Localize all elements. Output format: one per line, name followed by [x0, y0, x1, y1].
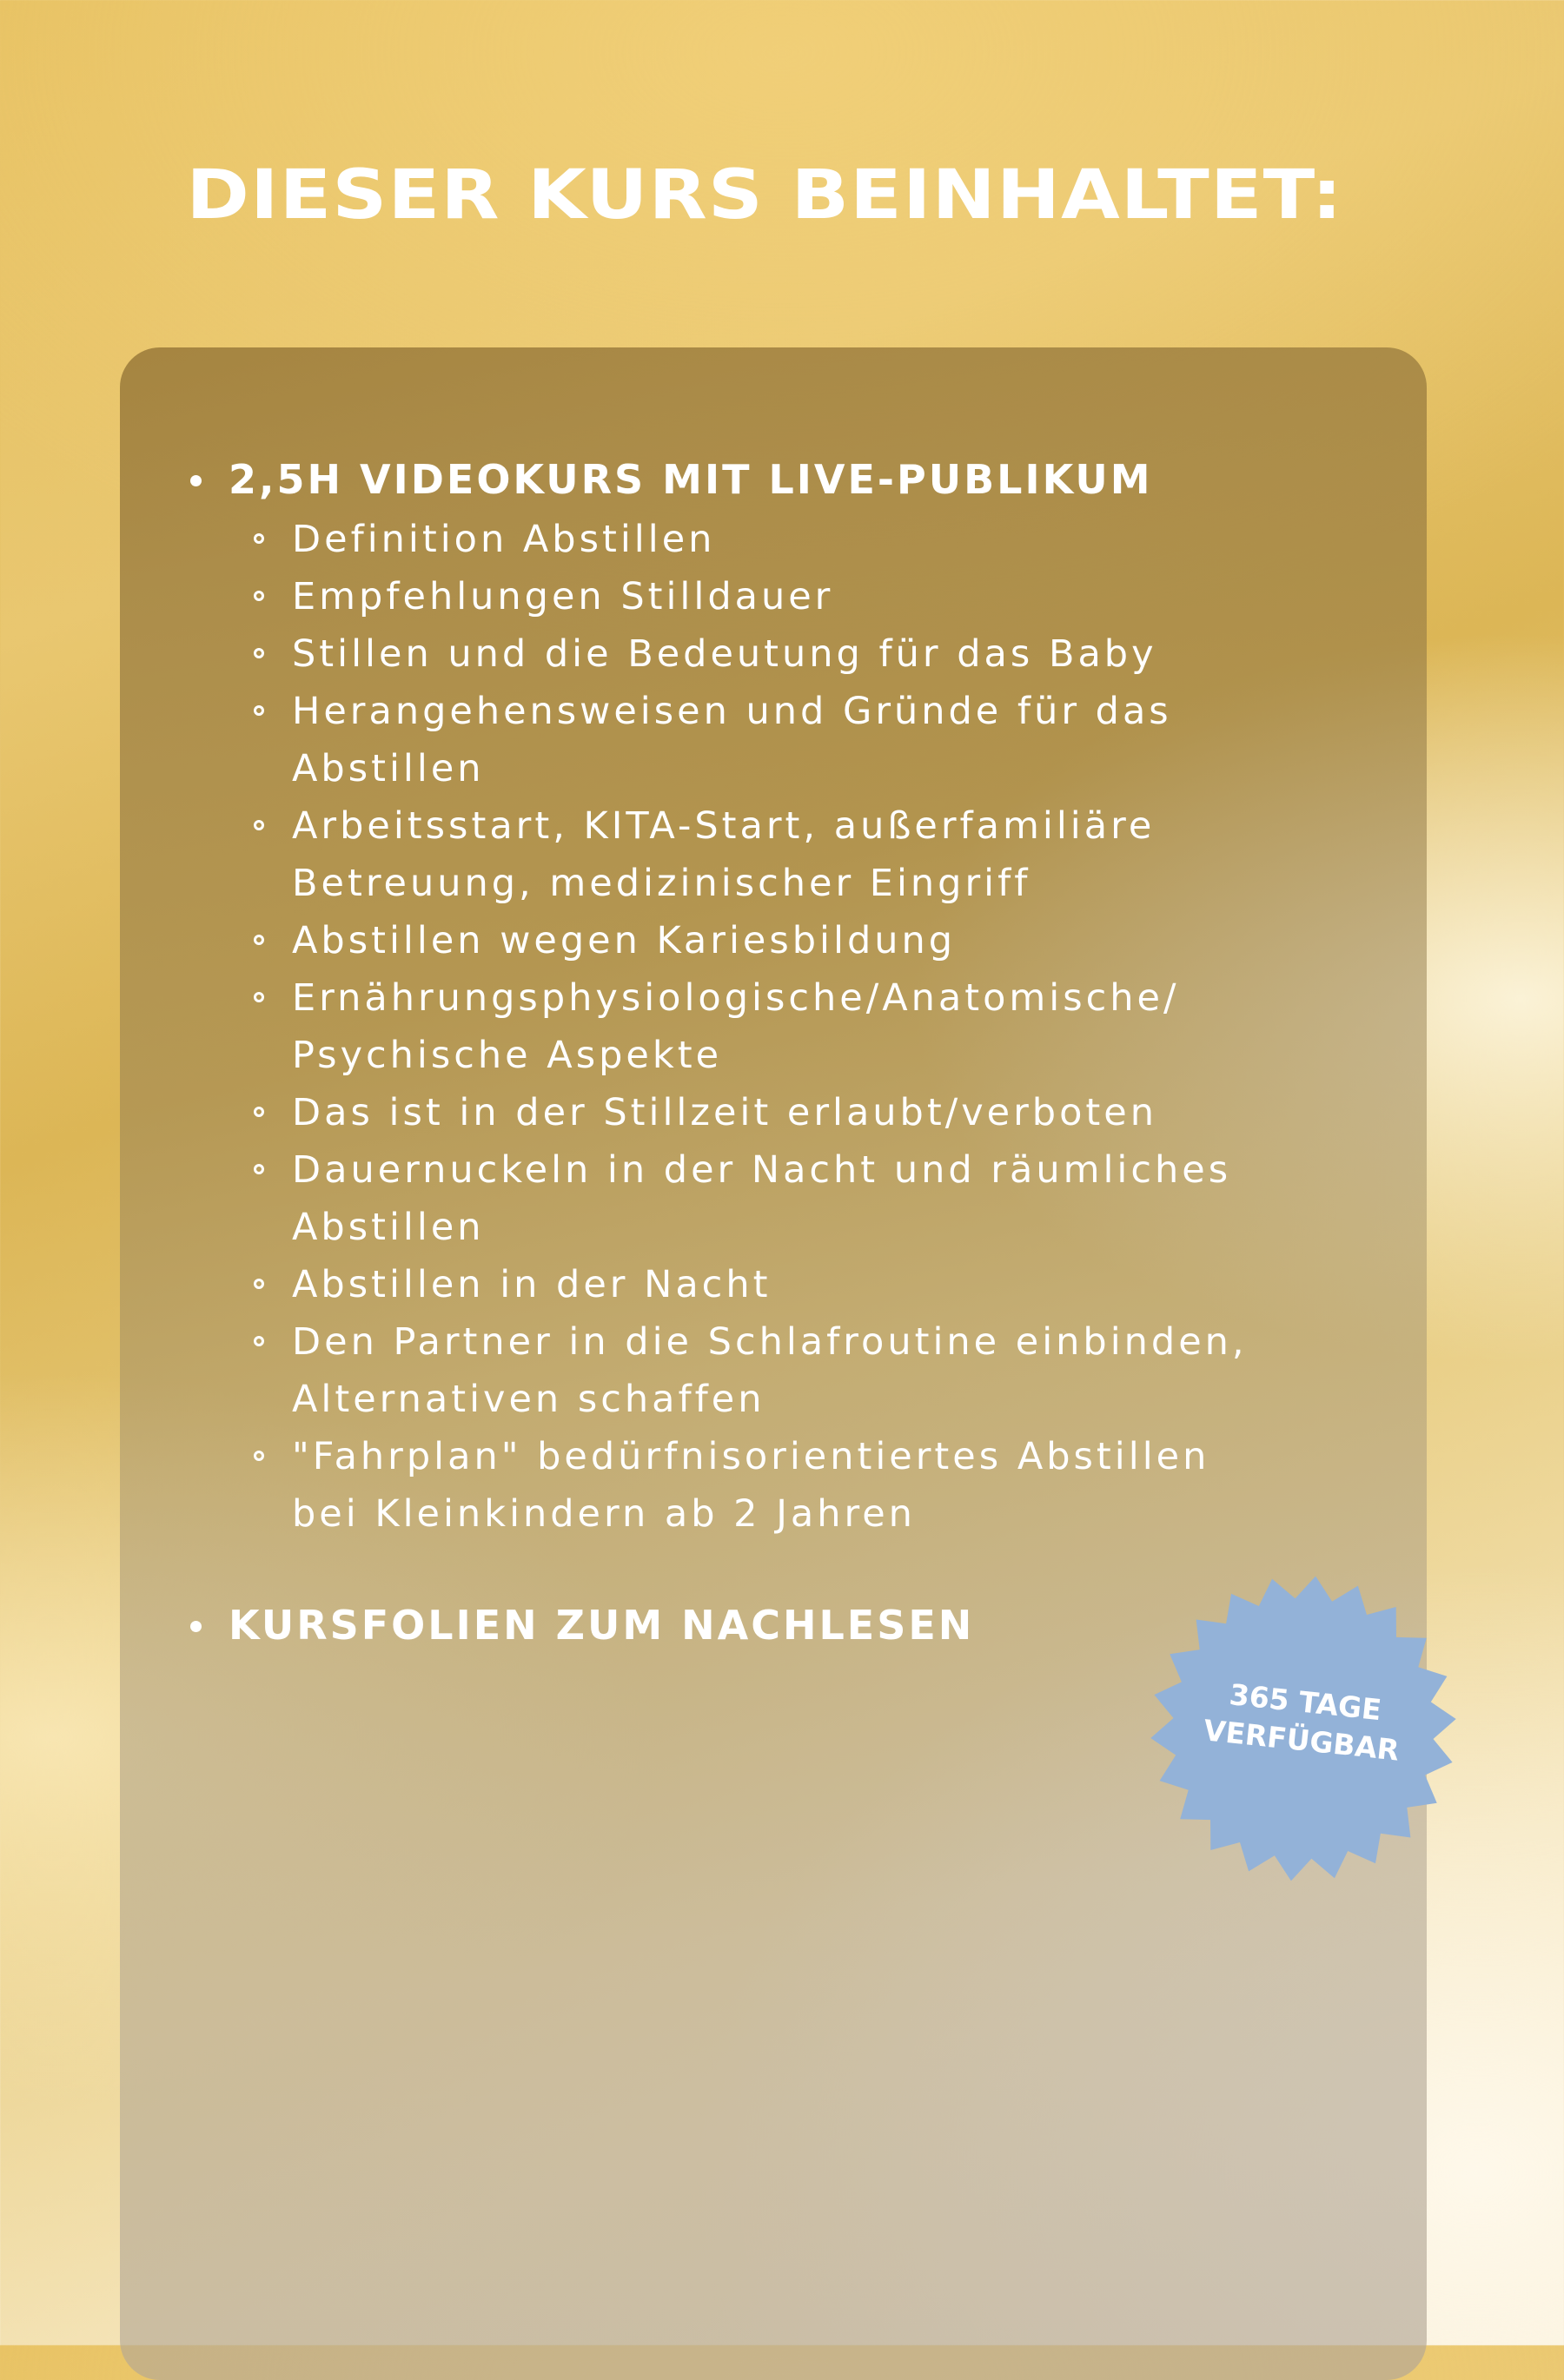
sub-item-line: Herangehensweisen und Gründe für das: [292, 690, 1172, 733]
sub-item-line: Stillen und die Bedeutung für das Baby: [292, 632, 1157, 676]
circle-bullet-icon: [254, 820, 264, 830]
sub-list-item: [292, 1084, 1378, 1141]
sub-list-item: [292, 797, 1378, 912]
circle-bullet-icon: [254, 705, 264, 716]
sub-item-line: Definition Abstillen: [292, 518, 716, 561]
sub-item-line: Arbeitsstart, KITA-Start, außerfamiliäre: [292, 804, 1156, 848]
sub-item-line: Abstillen: [292, 747, 485, 790]
sub-list-item: [292, 1256, 1378, 1313]
sub-list-item: [292, 912, 1378, 969]
list-item-label: 2,5H VIDEOKURS MIT LIVE-PUBLIKUM: [229, 456, 1153, 503]
sub-item-line: Abstillen in der Nacht: [292, 1263, 772, 1306]
circle-bullet-icon: [254, 591, 264, 601]
sub-item-line: "Fahrplan" bedürfnisorientiertes Abstillen: [292, 1435, 1210, 1478]
sub-list-item: [292, 1428, 1378, 1543]
bullet-icon: [190, 1621, 202, 1632]
sub-item-line: Psychische Aspekte: [292, 1034, 723, 1077]
sub-item-line: Betreuung, medizinischer Eingriff: [292, 862, 1031, 905]
circle-bullet-icon: [254, 648, 264, 658]
sub-item-line: Empfehlungen Stilldauer: [292, 575, 834, 618]
sub-item-line: Abstillen wegen Kariesbildung: [292, 919, 957, 962]
page-title: DIESER KURS BEINHALTET:: [186, 156, 1343, 235]
circle-bullet-icon: [254, 992, 264, 1002]
sub-item-line: Das ist in der Stillzeit erlaubt/verboten: [292, 1091, 1157, 1134]
badge-line: VERFÜGBAR: [1202, 1713, 1402, 1768]
sub-item-line: Dauernuckeln in der Nacht und räumliches: [292, 1148, 1232, 1192]
circle-bullet-icon: [254, 533, 264, 544]
list-item: [229, 456, 1153, 503]
circle-bullet-icon: [254, 1279, 264, 1289]
bullet-icon: [190, 475, 202, 486]
badge-line: 365 TAGE: [1228, 1677, 1383, 1728]
sub-list-item: [292, 1313, 1378, 1428]
circle-bullet-icon: [254, 1164, 264, 1174]
circle-bullet-icon: [254, 1107, 264, 1117]
sub-item-line: Ernährungsphysiologische/Anatomische/: [292, 976, 1180, 1020]
sub-item-line: Den Partner in die Schlafroutine einbinden,: [292, 1320, 1248, 1364]
list-item-label: KURSFOLIEN ZUM NACHLESEN: [229, 1602, 975, 1649]
sub-list-item: [292, 969, 1378, 1084]
circle-bullet-icon: [254, 1451, 264, 1461]
sub-item-line: bei Kleinkindern ab 2 Jahren: [292, 1492, 916, 1536]
availability-badge: [1147, 1572, 1460, 1885]
sub-list-item: [292, 683, 1378, 797]
sub-list-item: [292, 568, 1378, 625]
content-card: [120, 347, 1427, 2380]
sub-list-item: [292, 625, 1378, 683]
sub-list-item: [292, 1141, 1378, 1256]
circle-bullet-icon: [254, 935, 264, 945]
list-item: [229, 1602, 974, 1649]
sub-item-line: Abstillen: [292, 1206, 485, 1249]
sub-list-item: [292, 511, 1378, 568]
sub-item-line: Alternativen schaffen: [292, 1378, 765, 1421]
circle-bullet-icon: [254, 1336, 264, 1346]
